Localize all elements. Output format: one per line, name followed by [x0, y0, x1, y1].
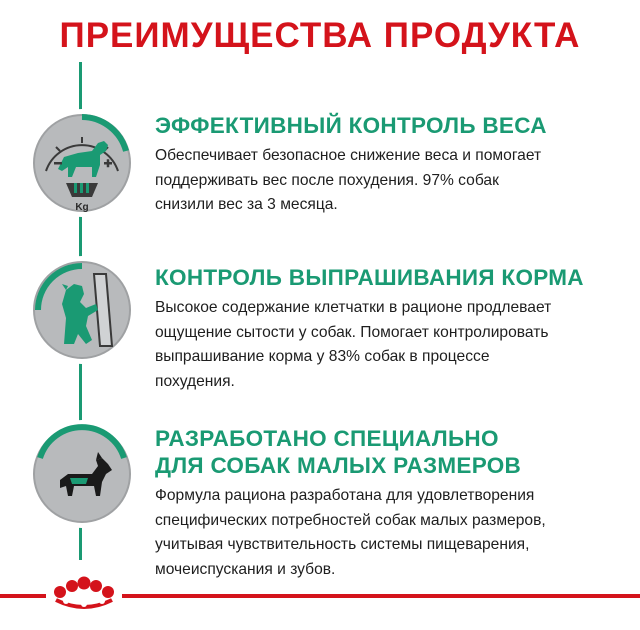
footer-divider-left	[0, 594, 46, 598]
body-line: похудения.	[155, 372, 235, 390]
body-line: поддерживать вес после похудения. 97% собак	[155, 171, 499, 189]
body-line: ощущение сытости у собак. Помогает контролировать	[155, 323, 549, 341]
body-line: Высокое содержание клетчатки в рационе продлевает	[155, 299, 552, 316]
body-line: выпрашивание корма у 83% собак в процессе	[155, 348, 490, 365]
heading-line: ЭФФЕКТИВНЫЙ КОНТРОЛЬ ВЕСА	[155, 113, 547, 138]
benefit-heading	[155, 264, 625, 291]
benefit-body	[155, 484, 625, 582]
benefit-body	[155, 144, 625, 218]
body-line: снизили вес за 3 месяца.	[155, 196, 338, 213]
begging-dog-icon	[26, 254, 138, 366]
royal-canin-crown-icon	[50, 570, 118, 616]
body-line: Формула рациона разработана для удовлетворения	[155, 487, 535, 504]
benefit-item-weight-control	[155, 112, 625, 218]
body-line: Обеспечивает безопасное снижение веса и помогает	[155, 147, 542, 164]
heading-line: КОНТРОЛЬ ВЫПРАШИВАНИЯ КОРМА	[155, 265, 584, 290]
weight-control-dog-icon	[26, 107, 138, 219]
small-dog-icon	[26, 418, 138, 530]
benefit-heading	[155, 425, 625, 479]
body-line: мочеиспускания и зубов.	[155, 560, 336, 578]
heading-line: РАЗРАБОТАНО СПЕЦИАЛЬНО	[155, 426, 499, 451]
kg-label: Kg	[75, 202, 89, 213]
benefit-item-small-breeds	[155, 425, 625, 582]
benefit-body	[155, 296, 625, 394]
body-line: специфических потребностей собак малых размеров,	[155, 511, 546, 529]
body-line: учитывая чувствительность системы пищеварения,	[155, 536, 530, 553]
heading-line: ДЛЯ СОБАК МАЛЫХ РАЗМЕРОВ	[155, 453, 522, 478]
page-title: ПРЕИМУЩЕСТВА ПРОДУКТА	[59, 16, 581, 55]
footer-divider-right	[122, 594, 640, 598]
benefit-item-begging-control	[155, 264, 625, 394]
benefit-heading	[155, 112, 625, 139]
